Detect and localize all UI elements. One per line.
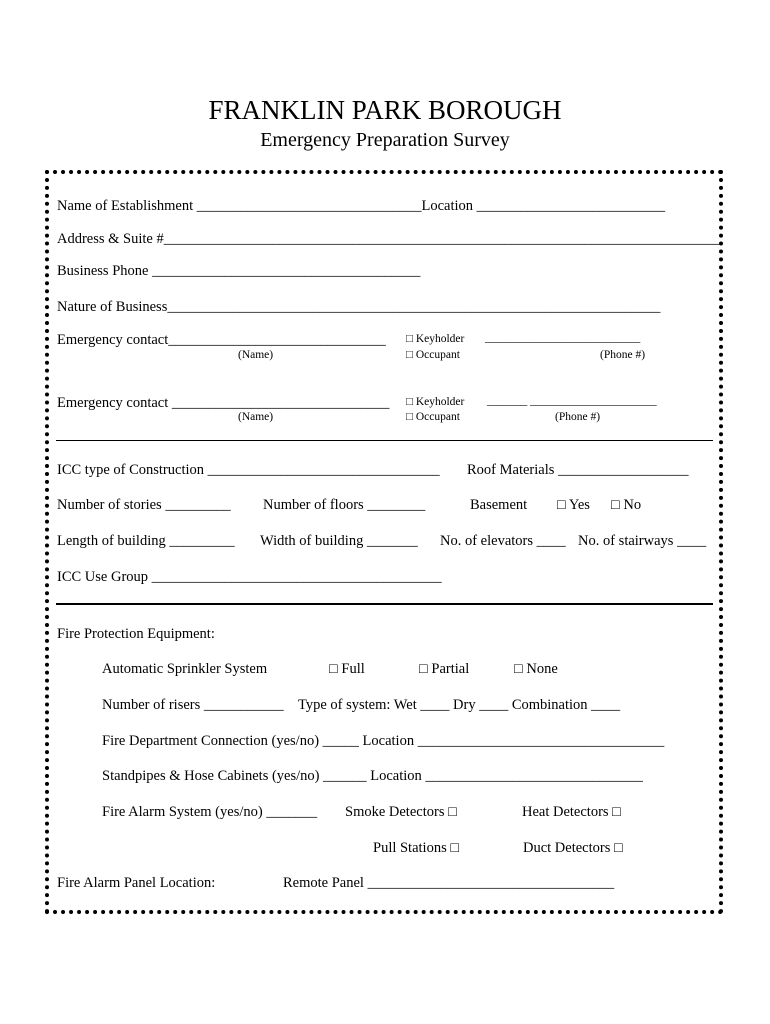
roof-materials-field[interactable]: Roof Materials __________________ xyxy=(467,462,689,478)
sprinkler-label: Automatic Sprinkler System xyxy=(102,661,268,677)
width-field[interactable]: Width of building _______ xyxy=(260,533,418,549)
section-divider-thick xyxy=(56,603,713,605)
sprinkler-partial-checkbox[interactable]: □ Partial xyxy=(419,661,470,677)
fire-department-connection-field[interactable]: Fire Department Connection (yes/no) _____ Location __________________________________ xyxy=(102,733,665,749)
contact-2-keyholder-checkbox[interactable]: □ Keyholder xyxy=(406,396,465,408)
contact-1-phone-field[interactable]: ___________________________ xyxy=(485,332,641,344)
contact-2-name-caption: (Name) xyxy=(238,411,274,423)
pull-stations-checkbox[interactable]: Pull Stations □ xyxy=(373,840,460,856)
contact-1-phone-caption: (Phone #) xyxy=(600,349,646,361)
basement-label: Basement xyxy=(470,497,528,513)
length-field[interactable]: Length of building _________ xyxy=(57,533,235,549)
contact-2-phone-field[interactable]: _______ ______________________ xyxy=(487,395,657,407)
sprinkler-full-checkbox[interactable]: □ Full xyxy=(329,661,365,677)
risers-field[interactable]: Number of risers ___________ xyxy=(102,697,284,713)
contact-2-occupant-checkbox[interactable]: □ Occupant xyxy=(406,411,460,423)
stories-field[interactable]: Number of stories _________ xyxy=(57,497,231,513)
contact-1-keyholder-checkbox[interactable]: □ Keyholder xyxy=(406,333,465,345)
floors-field[interactable]: Number of floors ________ xyxy=(263,497,426,513)
emergency-contact-1-name-field[interactable]: Emergency contact______________________________ xyxy=(57,332,386,348)
address-field[interactable]: Address & Suite #_____________________________________________________________________________ xyxy=(57,231,722,247)
stairways-field[interactable]: No. of stairways ____ xyxy=(578,533,707,549)
nature-of-business-field[interactable]: Nature of Business____________________________________________________________________ xyxy=(57,299,661,315)
contact-2-phone-caption: (Phone #) xyxy=(555,411,601,423)
sprinkler-none-checkbox[interactable]: □ None xyxy=(514,661,558,677)
fire-alarm-panel-location-label: Fire Alarm Panel Location: xyxy=(57,875,216,891)
heat-detectors-checkbox[interactable]: Heat Detectors □ xyxy=(522,804,621,820)
basement-yes-checkbox[interactable]: □ Yes xyxy=(557,497,590,513)
business-phone-field[interactable]: Business Phone _____________________________________ xyxy=(57,263,421,279)
system-type-field[interactable]: Type of system: Wet ____ Dry ____ Combination ____ xyxy=(298,697,621,713)
remote-panel-field[interactable]: Remote Panel __________________________________ xyxy=(283,875,615,891)
basement-no-checkbox[interactable]: □ No xyxy=(611,497,642,513)
fire-protection-heading: Fire Protection Equipment: xyxy=(57,626,215,642)
icc-use-group-field[interactable]: ICC Use Group ________________________________________ xyxy=(57,569,442,585)
icc-construction-field[interactable]: ICC type of Construction ________________________________ xyxy=(57,462,440,478)
smoke-detectors-checkbox[interactable]: Smoke Detectors □ xyxy=(345,804,457,820)
emergency-contact-2-name-field[interactable]: Emergency contact ______________________________ xyxy=(57,395,390,411)
fire-alarm-system-field[interactable]: Fire Alarm System (yes/no) _______ xyxy=(102,804,318,820)
page-subtitle: Emergency Preparation Survey xyxy=(260,129,510,151)
contact-1-occupant-checkbox[interactable]: □ Occupant xyxy=(406,349,460,361)
elevators-field[interactable]: No. of elevators ____ xyxy=(440,533,566,549)
section-divider xyxy=(56,440,713,441)
standpipes-field[interactable]: Standpipes & Hose Cabinets (yes/no) ______ Location ______________________________ xyxy=(102,768,643,784)
contact-1-name-caption: (Name) xyxy=(238,349,274,361)
duct-detectors-checkbox[interactable]: Duct Detectors □ xyxy=(523,840,623,856)
establishment-location-field[interactable]: Name of Establishment _______________________________Location __________________________ xyxy=(57,198,666,214)
page-title: FRANKLIN PARK BOROUGH xyxy=(208,95,562,125)
